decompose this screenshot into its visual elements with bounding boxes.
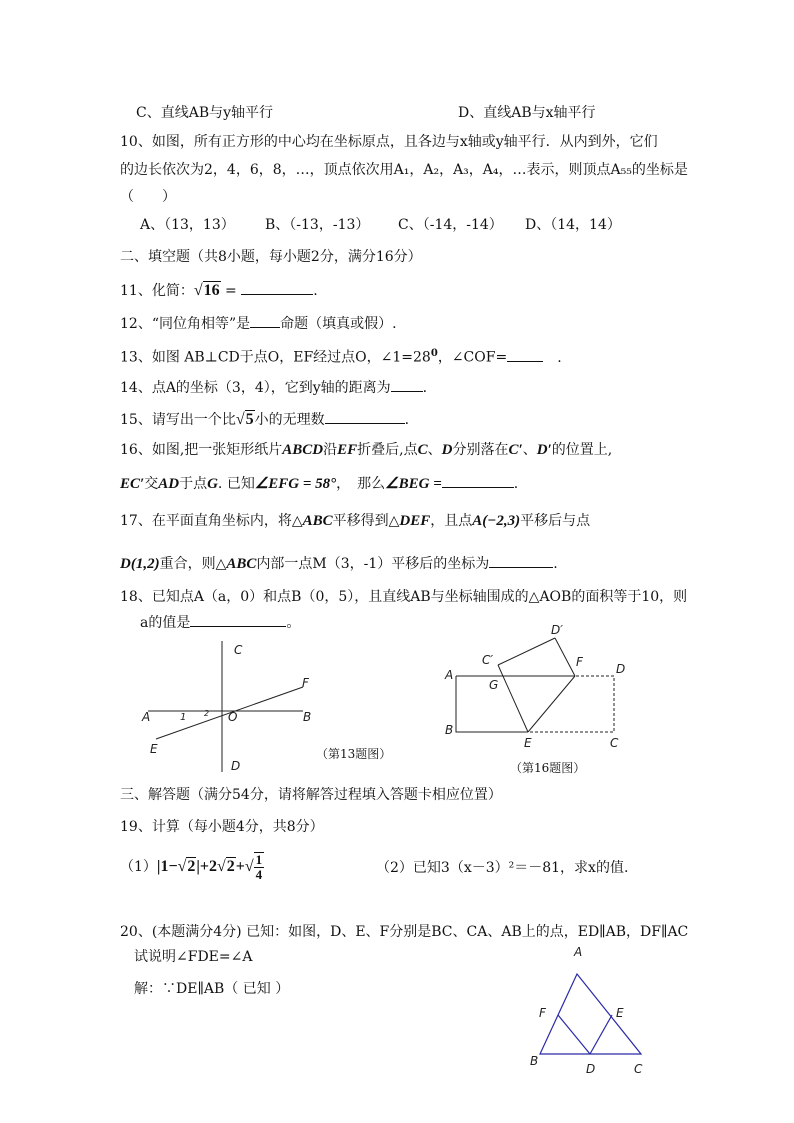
q11-answer-blank[interactable] xyxy=(241,279,313,295)
fig20-line-de xyxy=(590,1015,612,1054)
q16-point-c-prime: C′ xyxy=(508,442,523,458)
q14 xyxy=(120,376,427,398)
fig20-label-d: D xyxy=(586,1062,596,1076)
q11-sqrt: √16 xyxy=(193,282,220,299)
q20-line2: 试说明∠FDE=∠A xyxy=(134,949,253,965)
q18-answer-blank[interactable] xyxy=(190,611,286,627)
fig16-label-b: B xyxy=(445,723,454,737)
q12-suffix: 命题（填真或假）. xyxy=(280,316,397,332)
q16-text: 分别落在 xyxy=(452,442,509,458)
q19-p1-numerator: 1 xyxy=(255,852,263,867)
q16-text: ， 那么 xyxy=(336,476,386,492)
q13-mid: ，∠COF= xyxy=(437,349,508,366)
q16-text: . 已知 xyxy=(217,476,255,492)
q17-answer-blank[interactable] xyxy=(489,552,553,568)
fig16-label-d-prime: D′ xyxy=(551,623,563,637)
q10-option-a: A、（13，13） xyxy=(140,217,235,233)
q18-text: a的值是 xyxy=(140,615,191,631)
q13-text: 13、如图 AB⊥CD于点O，EF经过点O，∠1=28 xyxy=(120,349,431,366)
q17-abc: ABC xyxy=(226,556,257,572)
fig13-label-o: O xyxy=(228,710,238,724)
q15-radicand: 5 xyxy=(245,411,254,428)
fig16-line-ef xyxy=(528,676,575,732)
q17-text: 重合，则△ xyxy=(159,556,227,572)
q19-p1-label: （1） xyxy=(120,859,157,875)
figure-13 xyxy=(138,636,323,776)
q19-p1-plus-2: |+2 xyxy=(196,858,217,875)
fig16-caption: （第16题图） xyxy=(510,761,586,775)
q19-part1 xyxy=(120,852,264,888)
q20-line1: 20、(本题满分4分) 已知：如图，D、E、F分别是BC、CA、AB上的点，ED∥AB，DF∥AC xyxy=(120,924,689,940)
fig16-line-cd-prime xyxy=(498,638,555,665)
q15 xyxy=(120,408,409,430)
q20-line3: 解：∵DE∥AB（ 已知 ） xyxy=(134,981,290,997)
q16-ad: AD xyxy=(158,476,180,492)
q9-option-d: D、直线AB与x轴平行 xyxy=(458,105,596,121)
fig16-label-d: D xyxy=(616,662,626,676)
fig16-label-a: A xyxy=(445,668,454,682)
q16-answer-blank[interactable] xyxy=(442,472,514,488)
q14-answer-blank[interactable] xyxy=(391,376,423,392)
fig13-label-b: B xyxy=(303,710,312,724)
q15-suffix: 小的无理数 xyxy=(254,412,325,428)
q16-line1 xyxy=(120,440,612,460)
q17-text: 内部一点M（3，-1）平移后的坐标为 xyxy=(256,556,490,572)
q15-end: . xyxy=(404,412,410,428)
q12 xyxy=(120,312,397,334)
q17-text: 17、在平面直角坐标内，将△ xyxy=(120,513,303,529)
q16-text: 、 xyxy=(522,442,537,458)
q12-answer-blank[interactable] xyxy=(250,312,280,328)
q13-end: . xyxy=(557,349,562,366)
q17-line2 xyxy=(120,552,558,574)
q14-end: . xyxy=(422,380,428,396)
q11 xyxy=(120,279,318,301)
fig13-label-1: 1 xyxy=(180,712,187,723)
q10-option-d: D、（14，14） xyxy=(525,217,621,233)
fig13-label-c: C xyxy=(234,643,243,657)
q17-text: 平移后与点 xyxy=(520,513,591,529)
fig20-label-b: B xyxy=(530,1054,539,1068)
fig16-line-d-prime-f xyxy=(555,638,575,676)
q17-end: . xyxy=(553,556,558,572)
q13-answer-blank[interactable] xyxy=(507,346,543,362)
q16-point-d-prime: D′ xyxy=(536,442,552,458)
q16-angle-efg: ∠EFG = 58° xyxy=(254,476,337,492)
q16-ef: EF xyxy=(337,442,358,458)
q19-p1-abs-open: |1− xyxy=(156,858,178,875)
q19-part2: （2）已知3（x－3）²＝－81，求x的值. xyxy=(376,860,629,876)
q18-line2 xyxy=(140,611,300,633)
q19-p1-fraction xyxy=(254,852,265,882)
fig20-line-fd xyxy=(558,1015,590,1054)
q16-text: 沿 xyxy=(323,442,338,458)
q16-point-d: D xyxy=(441,442,453,458)
q17-line1 xyxy=(120,511,590,531)
fig13-label-f: F xyxy=(302,676,309,690)
q10-line3: （ ） xyxy=(120,189,176,205)
q15-answer-blank[interactable] xyxy=(325,408,405,424)
q16-text: 16、如图,把一张矩形纸片 xyxy=(120,442,283,458)
fig16-line-ec-prime xyxy=(498,665,528,732)
q15-sqrt: √5 xyxy=(235,411,254,428)
q16-ec-prime: EC′ xyxy=(120,476,145,492)
q18-end: 。 xyxy=(286,615,301,631)
q10-option-c: C、（-14，-14） xyxy=(398,217,503,233)
fig16-label-c: C xyxy=(610,736,619,750)
section3-heading: 三、解答题（满分54分，请将解答过程填入答题卡相应位置） xyxy=(120,787,502,803)
q11-eq: = xyxy=(220,283,242,299)
q13-degree: 0 xyxy=(430,348,438,359)
section2-heading: 二、填空题（共8小题，每小题2分，满分16分） xyxy=(120,249,422,265)
q19-p1-denominator: 4 xyxy=(255,867,263,882)
fig20-label-e: E xyxy=(616,1006,624,1020)
q16-text: 的位置上, xyxy=(551,442,613,458)
fig13-label-d: D xyxy=(231,759,241,773)
q19-title: 19、计算（每小题4分，共8分） xyxy=(120,819,324,835)
q15-prefix: 15、请写出一个比 xyxy=(120,412,236,428)
q16-end: . xyxy=(513,476,519,492)
q16-line2 xyxy=(120,472,518,494)
q16-angle-beg: ∠BEG = xyxy=(385,476,442,492)
q11-radicand: 16 xyxy=(203,282,220,299)
fig20-label-a: A xyxy=(574,945,583,959)
q9-option-c: C、直线AB与y轴平行 xyxy=(136,105,274,121)
q16-point-g: G xyxy=(207,476,218,492)
q10-line2: 的边长依次为2，4，6，8，…，顶点依次用A₁，A₂，A₃，A₄，…表示，则顶点A₅₅的坐标是 xyxy=(120,162,688,178)
q19-p1-expr: |1−√2|+2√2+√ xyxy=(156,858,254,875)
fig13-label-a: A xyxy=(142,710,151,724)
fig20-label-c: C xyxy=(634,1062,643,1076)
q11-end: . xyxy=(313,283,318,299)
q17-text: 平移得到△ xyxy=(332,513,400,529)
q17-point-d: D(1,2) xyxy=(120,556,160,572)
q18-line1: 18、已知点A（a，0）和点B（0，5），且直线AB与坐标轴围成的△AOB的面积等于10，则 xyxy=(120,589,688,605)
q17-abc: ABC xyxy=(302,513,333,529)
fig13-label-e: E xyxy=(150,742,158,756)
q12-prefix: 12、“同位角相等”是 xyxy=(120,316,251,332)
q16-text: 、 xyxy=(427,442,442,458)
fig16-label-e: E xyxy=(524,736,532,750)
fig16-label-c-prime: C′ xyxy=(482,653,494,667)
q16-text: 于点 xyxy=(179,476,208,492)
q19-p1-radicand1: 2 xyxy=(187,858,196,875)
q11-prefix: 11、化简： xyxy=(120,283,194,299)
q10-option-b: B、（-13，-13） xyxy=(265,217,370,233)
fig16-label-g: G xyxy=(489,678,499,692)
q16-point-c: C xyxy=(417,442,428,458)
fig16-label-f: F xyxy=(576,655,583,669)
q19-p1-plus: + xyxy=(235,858,245,875)
q14-text: 14、点A的坐标（3，4），它到y轴的距离为 xyxy=(120,380,391,396)
q16-text: 交 xyxy=(144,476,159,492)
q10-line1: 10、如图，所有正方形的中心均在坐标原点，且各边与x轴或y轴平行．从内到外，它们 xyxy=(120,134,658,150)
q19-p1-radicand2: 2 xyxy=(226,858,235,875)
q17-point-a: A(−2,3) xyxy=(472,513,521,529)
fig20-label-f: F xyxy=(539,1006,546,1020)
fig13-label-2: 2 xyxy=(204,709,210,718)
q17-text: ，且点 xyxy=(430,513,473,529)
q16-abcd: ABCD xyxy=(282,442,324,458)
q17-def: DEF xyxy=(399,513,431,529)
figure-20 xyxy=(520,942,660,1082)
fig13-caption: （第13题图） xyxy=(316,747,392,761)
figure-16 xyxy=(440,620,630,755)
q16-text: 折叠后,点 xyxy=(357,442,418,458)
q13 xyxy=(120,344,562,368)
fig20-triangle-abc xyxy=(540,974,641,1054)
